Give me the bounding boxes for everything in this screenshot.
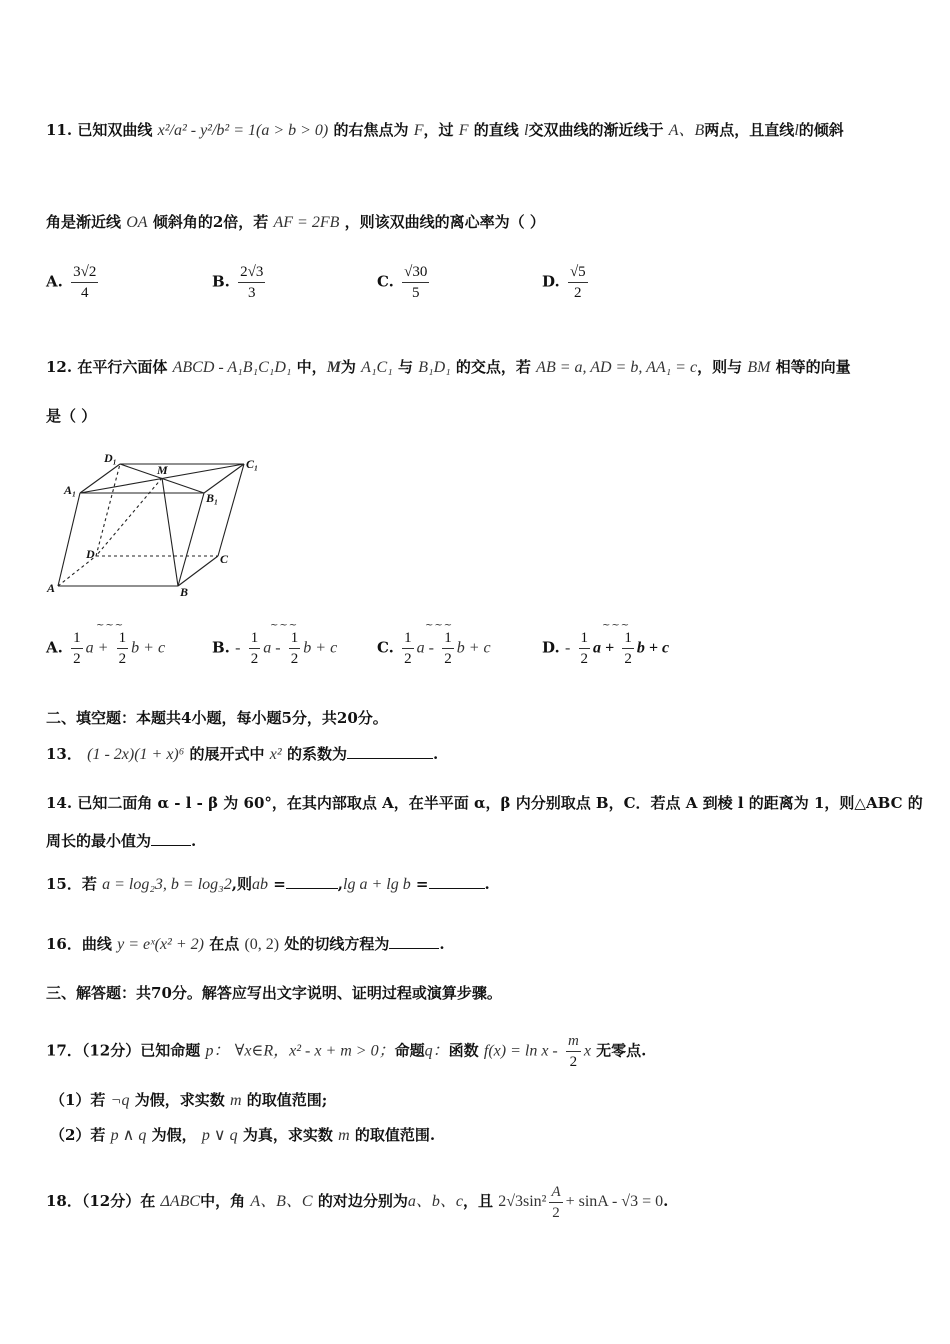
q17-function: f(x) = ln x - bbox=[483, 1042, 558, 1060]
label-M: M bbox=[157, 463, 168, 477]
segment-MD bbox=[96, 478, 162, 556]
section-2-heading: 二、填空题：本题共4小题，每小题5分，共20分。 bbox=[46, 709, 388, 727]
label-A1: A₁ bbox=[64, 483, 77, 497]
q17-stem: 17．（12分）已知命题 p： ∀x∈R，x² - x + m > 0；命题q：函数 f(x) = ln x - $\frac{m}{2}$ x 无零点. bbox=[46, 1033, 647, 1070]
label-A: A bbox=[47, 581, 56, 595]
q13-answer-blank[interactable] bbox=[347, 758, 433, 759]
q11-number: 11. bbox=[46, 121, 73, 139]
q15-definitions: a = log₂3, b = log₃2 bbox=[102, 876, 232, 893]
vector-condition: AF = 2FB bbox=[273, 214, 340, 231]
q16-answer-blank[interactable] bbox=[389, 948, 439, 949]
parallelepiped-figure bbox=[44, 448, 274, 598]
q15-answer-blank-1[interactable] bbox=[286, 888, 338, 889]
q11-option-b[interactable]: B. $\frac{2√3}{3}$ bbox=[212, 264, 264, 301]
q12-option-a[interactable]: ~~~ A. $\frac{1}{2}$ a + $\frac{1}{2}$ b + c bbox=[46, 620, 166, 667]
q12-line1: 12. 在平行六面体 ABCD - A₁B₁C₁D₁ 中，M为 A₁C₁ 与 B₁D₁ 的交点，若 AB = a, AD = b, AA₁ = c，则与 BM 相等的向量 bbox=[46, 358, 851, 376]
label-D: D bbox=[86, 547, 95, 561]
q11-line1: 11. 已知双曲线 x²/a² - y²/b² = 1(a > b > 0) 的右焦点为 F，过 F 的直线 l交双曲线的渐近线于 A、B两点，且直线l的倾斜 bbox=[46, 121, 844, 139]
label-C: C bbox=[220, 552, 229, 566]
segment-MB bbox=[162, 478, 178, 586]
q12-option-d[interactable]: ~~~ D. - $\frac{1}{2}$ a + $\frac{1}{2}$ b + c bbox=[542, 620, 670, 667]
q16: 16．曲线 y = eˣ(x² + 2) 在点 (0, 2) 处的切线方程为 . bbox=[46, 935, 445, 953]
vector-definitions: AB = a, AD = b, AA₁ = c bbox=[536, 359, 698, 376]
label-D1: D₁ bbox=[104, 451, 117, 465]
q18-stem: 18．（12分）在 ΔABC中，角 A、B、C 的对边分别为a、b、c，且 2√3sin² $\frac{A}{2}$ + sinA - √3 = 0. bbox=[46, 1184, 669, 1221]
edge-BC bbox=[178, 556, 218, 586]
q17-proposition-p: ∀x∈R，x² - x + m > 0； bbox=[234, 1042, 395, 1060]
q11-option-d[interactable]: D. $\frac{√5}{2}$ bbox=[542, 264, 586, 301]
q15: 15．若 a = log₂3, b = log₃2,则ab = ,lg a + lg b = . bbox=[46, 875, 490, 893]
edge-DD1 bbox=[96, 464, 120, 556]
q17-part1: （1）若 ¬q 为假，求实数 m 的取值范围; bbox=[50, 1091, 328, 1109]
hyperbola-equation: x²/a² - y²/b² = 1(a > b > 0) bbox=[157, 122, 329, 139]
label-B1: B₁ bbox=[206, 491, 219, 505]
edge-BB1 bbox=[178, 493, 204, 586]
q11-option-c[interactable]: C. $\frac{√30}{5}$ bbox=[377, 264, 428, 301]
q14-line2: 周长的最小值为 . bbox=[46, 832, 197, 850]
edge-CC1 bbox=[218, 464, 244, 556]
q15-answer-blank-2[interactable] bbox=[429, 888, 485, 889]
q11-option-a[interactable]: A. $\frac{3√2}{4}$ bbox=[46, 264, 97, 301]
edge-AA1 bbox=[58, 493, 80, 586]
q13: 13． (1 - 2x)(1 + x)⁶ 的展开式中 x² 的系数为 . bbox=[46, 745, 439, 763]
q12-line2: 是（ ） bbox=[46, 407, 97, 425]
q18-equation: 2√3sin² $\frac{A}{2}$ + sinA - √3 = 0 bbox=[498, 1184, 664, 1221]
q12-option-b[interactable]: ~~~ B. - $\frac{1}{2}$ a - $\frac{1}{2}$ b + c bbox=[212, 620, 338, 667]
q12-option-c[interactable]: ~~~ C. $\frac{1}{2}$ a - $\frac{1}{2}$ b + c bbox=[377, 620, 491, 667]
label-B: B bbox=[180, 585, 189, 598]
q14-answer-blank[interactable] bbox=[151, 845, 191, 846]
edge-B1C1 bbox=[204, 464, 244, 493]
q17-part2: （2）若 p ∧ q 为假， p ∨ q 为真，求实数 m 的取值范围. bbox=[50, 1126, 436, 1144]
parallelepiped-name: ABCD - A₁B₁C₁D₁ bbox=[172, 359, 292, 376]
q11-line2: 角是渐近线 OA 倾斜角的2倍，若 AF = 2FB ，则该双曲线的离心率为（ ） bbox=[46, 213, 545, 231]
label-C1: C₁ bbox=[246, 457, 259, 471]
edge-A1D1 bbox=[80, 464, 120, 493]
q13-expression: (1 - 2x)(1 + x)⁶ bbox=[87, 746, 185, 763]
section-3-heading: 三、解答题：共70分。解答应写出文字说明、证明过程或演算步骤。 bbox=[46, 984, 502, 1002]
q16-curve: y = eˣ(x² + 2) bbox=[117, 936, 204, 953]
q14-line1: 14. 已知二面角 α - l - β 为 60°，在其内部取点 A，在半平面 α，β 内分别取点 B，C．若点 A 到棱 l 的距离为 1，则△ABC 的 bbox=[46, 794, 923, 812]
